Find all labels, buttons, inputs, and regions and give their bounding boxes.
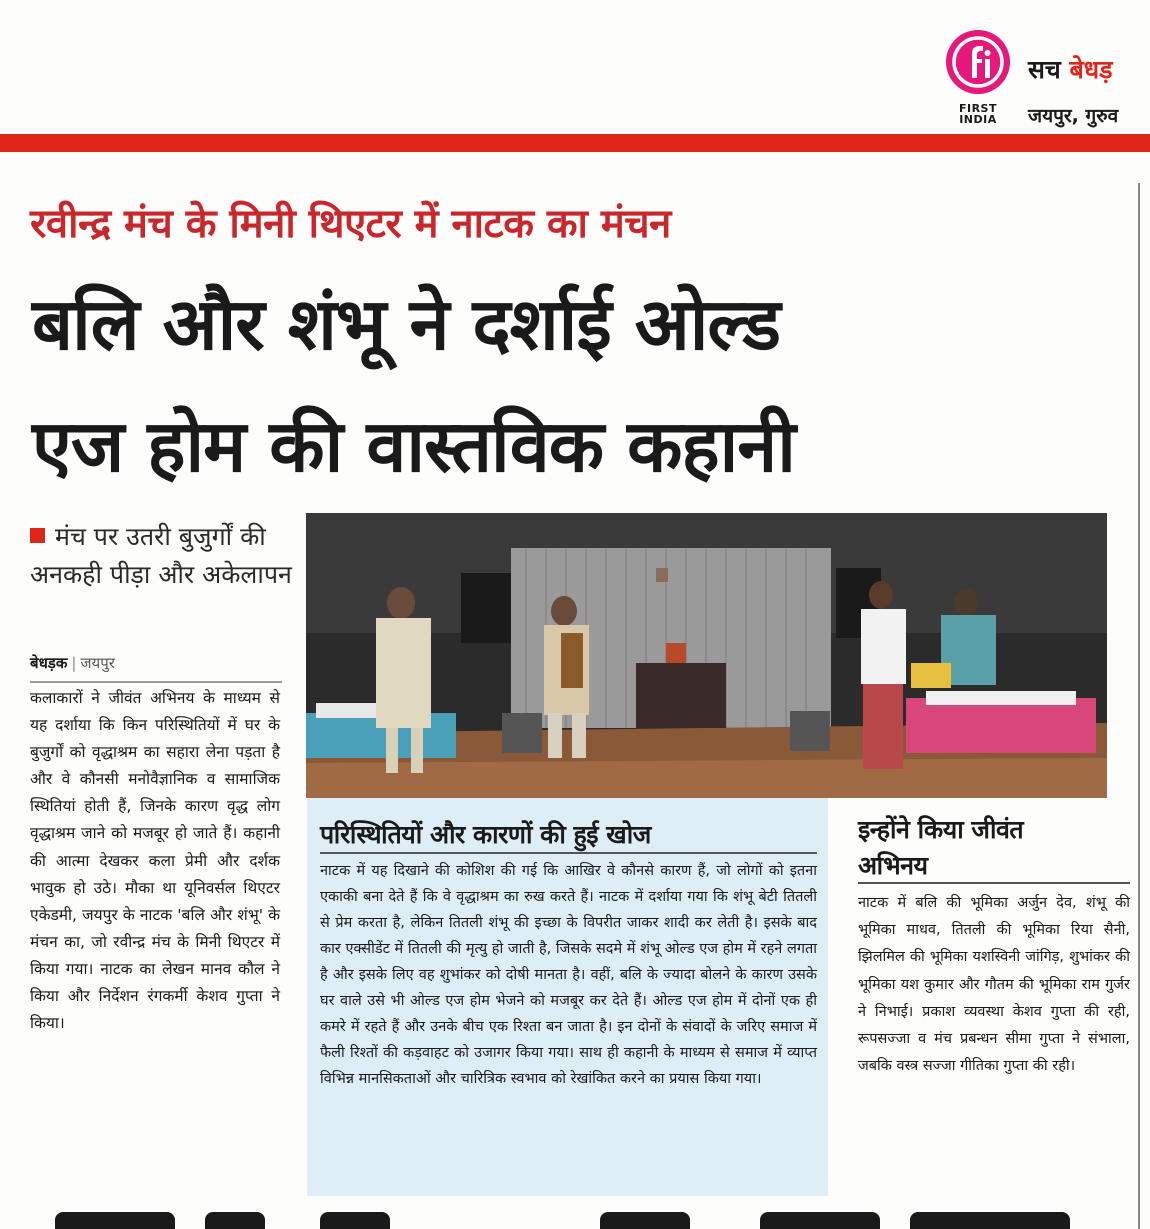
- cropped-next-headline: [0, 1212, 1150, 1229]
- brand-name-black: सच: [1028, 55, 1061, 84]
- byline-city: जयपुर: [80, 654, 115, 672]
- byline-name: बेधड़क: [30, 654, 68, 672]
- red-square-bullet-icon: [30, 528, 45, 543]
- cropped-glyph: [320, 1212, 390, 1229]
- byline-separator: |: [71, 654, 77, 672]
- highlight-text: मंच पर उतरी बुजुर्गों की अनकही पीड़ा और अकेलापन: [30, 522, 292, 589]
- logo-text: FIRST INDIA: [958, 102, 997, 126]
- cropped-glyph: [760, 1212, 880, 1229]
- byline-rule: [30, 681, 282, 683]
- context-box-body: नाटक में यह दिखाने की कोशिश की गई कि आखिर वे कौनसे कारण हैं, जो लोगों को इतना एकाकी बना देते हैं कि वे वृद्धाश्रम का रुख करते हैं। नाटक में दर्शाया गया कि शंभू बेटी तितली से प्रेम करता है, लेकिन तितली शंभू की इच्छा के विपरीत जाकर शादी कर लेती है। इसके बाद कार एक्सीडेंट में तितली की मृत्यु हो जाती है, जिसके सदमे में शंभू ओल्ड एज होम में रहने लगता है और इसके लिए वह शुभांकर को दोषी मानता है। वहीं, बलि के ज्यादा बोलने के कारण उसके घर वाले उसे भी ओल्ड एज होम भेजने को मजबूर कर देते हैं। ओल्ड एज होम में दोनों एक ही कमरे में रहते हैं और उनके बीच एक रिश्ता बन जाता है। इन दोनों के संवादों के जरिए समाज में फैली रिश्तों की कड़वाहट को उजागर किया गया। साथ ही कहानी के माध्यम से समाज में व्याप्त विभिन्न मानसिकताओं और चारित्रिक स्वभाव को रेखांकित करने का प्रयास किया गया।: [320, 863, 817, 1087]
- headline-line-1: बलि और शंभू ने दर्शाई ओल्ड: [32, 282, 780, 366]
- cropped-glyph: [600, 1212, 690, 1229]
- highlight-blurb: [30, 518, 300, 594]
- headline-line-2: एज होम की वास्तविक कहानी: [32, 404, 795, 488]
- byline: [30, 653, 115, 673]
- cropped-glyph: [205, 1212, 265, 1229]
- cast-heading: इन्होंने किया जीवंत अभिनय: [858, 815, 1024, 880]
- context-box-heading: परिस्थितियों और कारणों की हुई खोज: [320, 820, 651, 849]
- cropped-glyph: [55, 1212, 175, 1229]
- stage-photo: [306, 513, 1107, 798]
- brand-name-red: बेधड़: [1069, 55, 1113, 84]
- cast-body: नाटक में बलि की भूमिका अर्जुन देव, शंभू की भूमिका माधव, तितली की भूमिका रिया सैनी, झिलमिल की भूमिका यशस्विनी जांगिड़, शुभांकर की भूमिका यश कुमार और गौतम की भूमिका राम गुर्जर ने निभाई। प्रकाश व्यवस्था केशव गुप्ता की रही, रूपसज्जा व मंच प्रबन्धन सीमा गुप्ता ने संभाला, जबकि वस्त्र सज्जा गीतिका गुप्ता की रही।: [858, 895, 1130, 1075]
- column-divider: [1138, 183, 1140, 1229]
- context-box-rule: [320, 852, 817, 854]
- cast-rule: [858, 882, 1130, 884]
- kicker: रवीन्द्र मंच के मिनी थिएटर में नाटक का मंचन: [30, 201, 671, 247]
- brand-name: [1028, 52, 1113, 86]
- first-india-logo-icon: [946, 30, 1010, 94]
- body-text-left: कलाकारों ने जीवंत अभिनय के माध्यम से यह दर्शाया कि किन परिस्थितियों में घर के बुजुर्गों को वृद्धाश्रम का सहारा लेना पड़ता है और वे कौनसी मनोवैज्ञानिक व सामाजिक स्थितियां होती हैं, जिनके कारण वृद्ध लोग वृद्धाश्रम जाने को मजबूर हो जाते हैं। कहानी की आत्मा देखकर कला प्रेमी और दर्शक भावुक हो उठे। मौका था यूनिवर्सल थिएटर एकेडमी, जयपुर के नाटक 'बलि और शंभू' के मंचन का, जो रवीन्द्र मंच के मिनी थिएटर में किया गया। नाटक का लेखन मानव कौल ने किया और निर्देशन रंगकर्मी केशव गुप्ता ने किया।: [30, 689, 280, 1033]
- cropped-glyph: [910, 1212, 1070, 1229]
- edition-line: जयपुर, गुरुव: [1028, 105, 1119, 127]
- masthead-red-rule: [0, 134, 1150, 152]
